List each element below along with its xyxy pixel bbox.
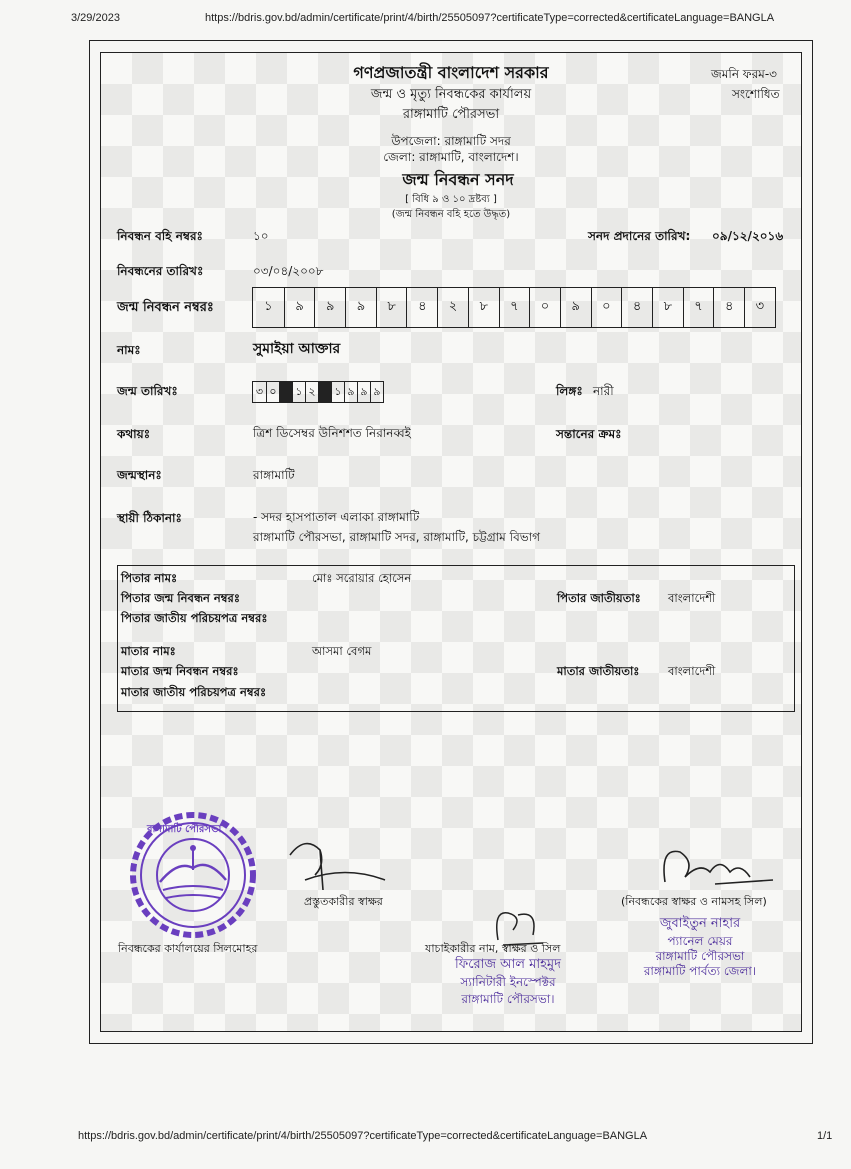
reg-no-digit: ৯ [345,288,376,327]
reg-no-digit: ৪ [713,288,744,327]
address-line-2: রাঙ্গামাটি পৌরসভা, রাঙ্গামাটি সদর, রাঙ্গামাটি, চট্টগ্রাম বিভাগ [253,530,541,544]
verifier-stamp-title: স্যানিটারী ইনস্পেক্টর [460,975,556,989]
name-value: সুমাইয়া আক্তার [253,341,341,357]
reg-no-digit: ০ [529,288,560,327]
dob-digit: ৯ [370,382,383,402]
dob-digit: ১ [292,382,305,402]
father-name-label: পিতার নামঃ [121,571,178,585]
registrar-stamp-district: রাঙ্গামাটি পার্বত্য জেলা। [643,964,757,978]
dob-digit: ০ [266,382,279,402]
print-url-bottom: https://bdris.gov.bd/admin/certificate/print/4/birth/25505097?certificateType=corrected&certificateLanguage=BANGLA [78,1130,648,1142]
govt-title: গণপ্রজাতন্ত্রী বাংলাদেশ সরকার [353,63,549,82]
book-no-value: ১০ [253,229,269,243]
in-words-label: কথায়ঃ [117,427,151,441]
registrar-stamp-title: প্যানেল মেয়র [667,934,733,948]
name-label: নামঃ [117,343,141,357]
amended-label: সংশোধিত [732,87,780,101]
reg-no-digit: ২ [437,288,468,327]
verifier-stamp-name: ফিরোজ আল মাহমুদ [455,957,561,972]
dob-digit: ২ [305,382,318,402]
reg-no-digit: ৮ [652,288,683,327]
reg-no-digit: ৭ [683,288,714,327]
reg-no-digit: ৭ [499,288,530,327]
registrar-sign-label: (নিবন্ধকের স্বাক্ষর ও নামসহ সিল) [621,895,767,908]
address-label: স্থায়ী ঠিকানাঃ [117,511,182,525]
reg-no-grid [252,287,776,328]
preparer-signature [285,835,395,895]
reg-no-digit: ৩ [744,288,775,327]
form-number: জমনি ফরম-৩ [711,67,777,81]
mother-name-label: মাতার নামঃ [121,644,176,658]
print-url-top: https://bdris.gov.bd/admin/certificate/print/4/birth/25505097?certificateType=corrected&certificateLanguage=BANGLA [205,12,775,24]
dob-grid [252,381,384,403]
reg-no-digit: ৯ [314,288,345,327]
reg-no-digit: ৮ [468,288,499,327]
office-title: জন্ম ও মৃত্যু নিবন্ধকের কার্যালয় [370,87,532,102]
dob-label: জন্ম তারিখঃ [117,384,178,398]
registrar-stamp-name: জুবাইতুন নাহার [659,916,741,931]
mother-nid-label: মাতার জাতীয় পরিচয়পত্র নম্বরঃ [121,685,267,699]
dob-separator [279,382,292,402]
preparer-sign-label: প্রস্তুতকারীর স্বাক্ষর [304,895,383,908]
father-name-value: মোঃ সরোয়ার হোসেন [312,571,412,585]
registrar-stamp-office: রাঙ্গামাটি পৌরসভা [655,949,745,963]
seal-label: নিবন্ধকের কার্যালয়ের সিলমোহর [118,942,258,955]
upazila-line: উপজেলা: রাঙ্গামাটি সদর [391,134,511,148]
verifier-stamp-office: রাঙ্গামাটি পৌরসভা। [461,992,555,1006]
mother-nat-label: মাতার জাতীয়তাঃ [557,664,640,678]
dob-digit: ৩ [255,384,264,398]
reg-no-digit: ১ [264,299,273,314]
reg-no-digit: ৪ [621,288,652,327]
birthplace-label: জন্মস্থানঃ [117,468,162,482]
registrar-signature [655,842,775,892]
seal-text: রাঙ্গামাটি পৌরসভা [147,824,222,835]
father-nat-value: বাংলাদেশী [668,591,716,605]
verifier-sign-label: যাচাইকারীর নাম, স্বাক্ষর ও সিল [425,942,561,955]
father-reg-label: পিতার জন্ম নিবন্ধন নম্বরঃ [121,591,241,605]
child-order-label: সন্তানের ক্রমঃ [556,427,622,441]
gender-label: লিঙ্গঃ [556,384,583,398]
gender-value: নারী [593,384,614,398]
dob-digit: ৯ [344,382,357,402]
municipality-title: রাঙ্গামাটি পৌরসভা [402,107,500,122]
extract-note: (জন্ম নিবন্ধন বহি হতে উদ্ধৃত) [391,209,511,220]
mother-name-value: আসমা বেগম [312,644,372,658]
certificate-title: জন্ম নিবন্ধন সনদ [402,170,514,189]
dob-separator [318,382,331,402]
reg-date-label: নিবন্ধনের তারিখঃ [117,264,204,278]
mother-nat-value: বাংলাদেশী [668,664,716,678]
birthplace-value: রাঙ্গামাটি [253,468,295,482]
father-nid-label: পিতার জাতীয় পরিচয়পত্র নম্বরঃ [121,611,268,625]
father-nat-label: পিতার জাতীয়তাঃ [557,591,641,605]
mother-reg-label: মাতার জন্ম নিবন্ধন নম্বরঃ [121,664,239,678]
print-date: 3/29/2023 [71,12,120,24]
in-words-value: ত্রিশ ডিসেম্বর উনিশশত নিরানব্বই [253,426,411,440]
page-number: 1/1 [817,1130,833,1142]
reg-no-label: জন্ম নিবন্ধন নম্বরঃ [117,300,214,315]
address-line-1: - সদর হাসপাতাল এলাকা রাঙ্গামাটি [253,510,420,524]
reg-no-digit: ০ [591,288,622,327]
reg-no-digit: ৯ [560,288,591,327]
reg-no-digit: ৮ [376,288,407,327]
issue-date-value: ০৯/১২/২০১৬ [712,229,784,243]
issue-date-label: সনদ প্রদানের তারিখ: [588,229,691,243]
reg-no-digit: ৪ [406,288,437,327]
district-line: জেলা: রাঙ্গামাটি, বাংলাদেশ। [383,150,519,164]
rule-reference: [ বিধি ৯ ও ১০ দ্রষ্টব্য ] [405,194,497,205]
reg-no-digit: ৯ [284,288,315,327]
dob-digit: ৯ [357,382,370,402]
reg-date-value: ০৩/০৪/২০০৮ [253,264,324,278]
book-no-label: নিবন্ধন বহি নম্বরঃ [117,229,203,243]
dob-digit: ১ [331,382,344,402]
